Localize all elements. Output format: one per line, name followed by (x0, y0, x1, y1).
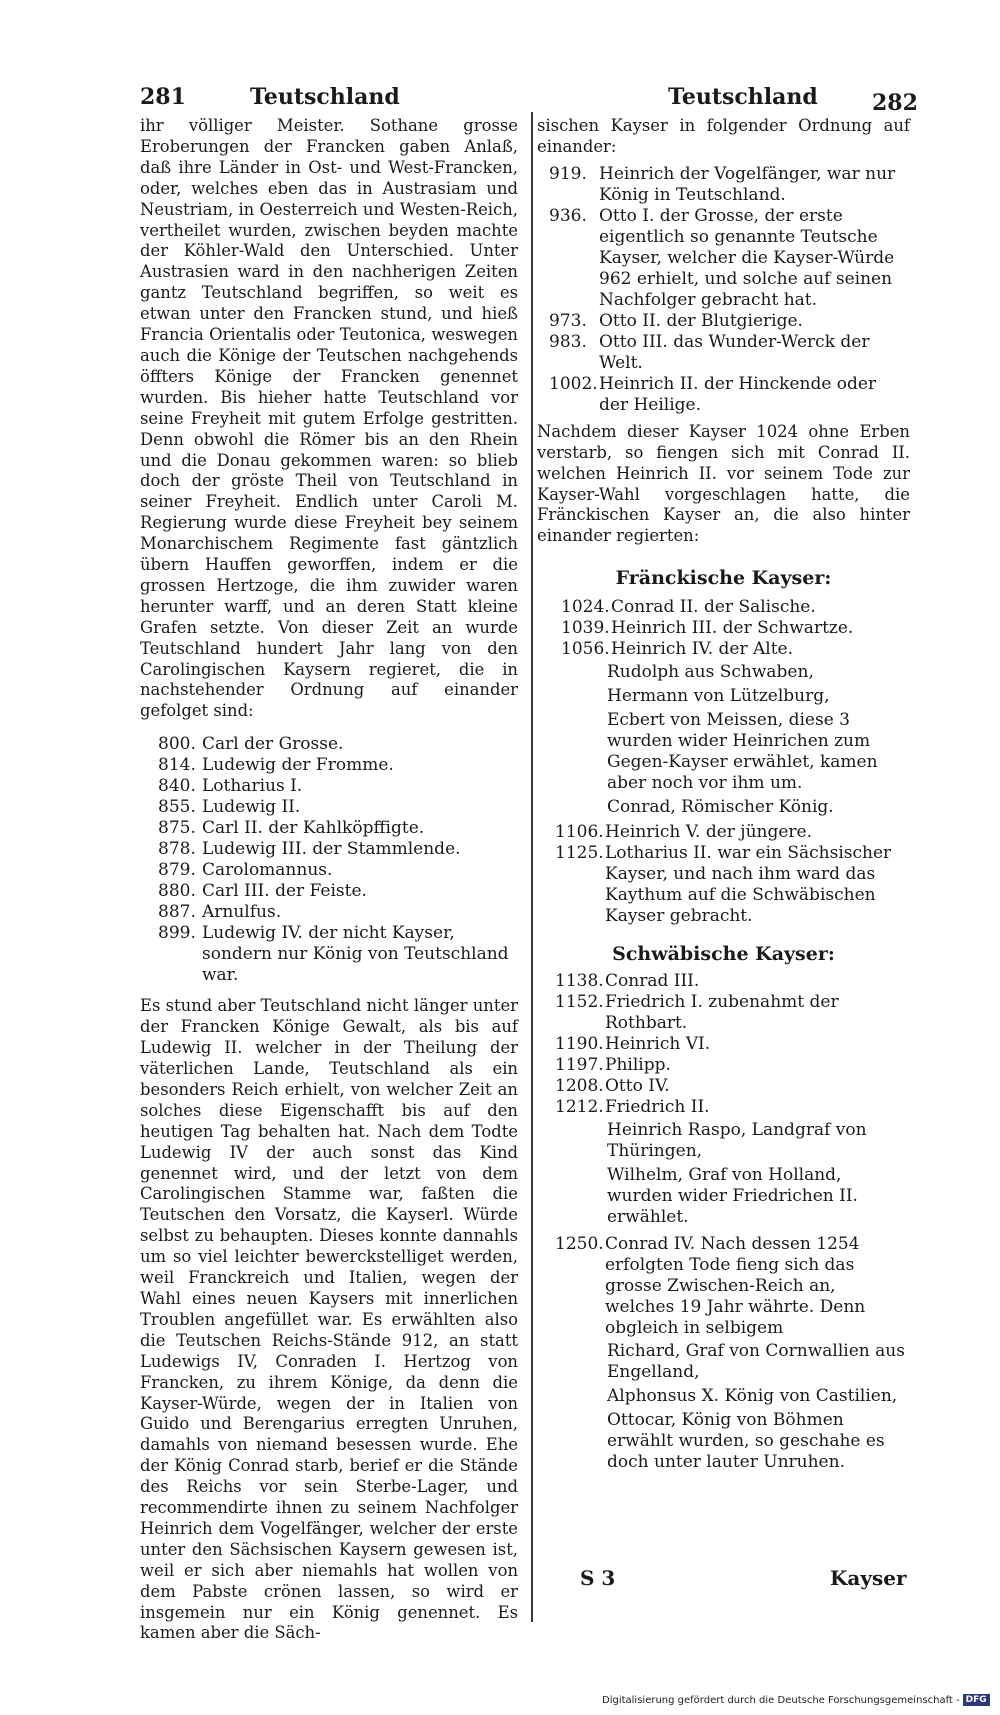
saxon-entry-year: 936. (549, 205, 587, 226)
franconian-entry-text: Lotharius II. war ein Sächsischer Kayser, und nach ihm ward das Kaythum auf die Schwäbischen Kayser gebracht. (605, 843, 892, 927)
king-entry-year: 840. (158, 776, 196, 797)
franconian-entry-year: 1024. (561, 597, 610, 618)
saxon-entry-text: Otto III. das Wunder-Werck der Welt. (599, 331, 870, 373)
swabian-entry-text: Friedrich I. zubenahmt der Rothbart. (605, 992, 839, 1034)
king-entry-text: Carl III. der Feiste. (202, 881, 367, 902)
king-entry (158, 776, 518, 797)
right-intro: sischen Kayser in folgender Ordnung auf einander: (537, 116, 910, 156)
right-column (537, 116, 910, 1476)
saxon-entry-year: 983. (549, 331, 587, 352)
catchword: Kayser (830, 1566, 907, 1590)
dfg-logo: DFG (963, 1694, 990, 1706)
king-entry-year: 800. (158, 734, 196, 755)
swabian-entry-text: Conrad III. (605, 971, 700, 992)
king-entry-year: 878. (158, 839, 196, 860)
king-entry-text: Lotharius I. (202, 776, 303, 797)
left-column (140, 116, 518, 1644)
saxon-entry-text: Heinrich der Vogelfänger, war nur König in Teutschland. (599, 163, 896, 205)
anti-king-entry: Conrad, Römischer König. (607, 797, 834, 818)
king-entry (158, 881, 518, 902)
king-entry-text: Ludewig II. (202, 797, 301, 818)
swabian-entry-year: 1190. (555, 1034, 604, 1055)
franconian-entry (561, 639, 910, 660)
king-entry (158, 839, 518, 860)
saxon-entry (549, 206, 910, 311)
swabian-kings-list-2 (555, 1234, 910, 1339)
swabian-entry-text: Otto IV. (605, 1076, 670, 1097)
interregnum-entry: Alphonsus X. König von Castilien, (607, 1386, 898, 1407)
king-entry-text: Ludewig III. der Stammlende. (202, 839, 461, 860)
swabian-entry-year: 1250. (555, 1234, 604, 1255)
king-entry (158, 923, 518, 986)
book-page-spread (140, 78, 918, 1658)
king-entry-text: Carolomannus. (202, 860, 333, 881)
dfg-credit-text: Digitalisierung gefördert durch die Deutsche Forschungsgemeinschaft - (602, 1695, 960, 1706)
king-entry (158, 755, 518, 776)
saxon-entry (549, 374, 910, 416)
swabian-entry (555, 1234, 910, 1339)
swabian-entry (555, 1055, 910, 1076)
left-paragraph-2: Es stund aber Teutschland nicht länger unter der Francken Könige Gewalt, als bis auf Ludewig II. welcher in der Theilung der väterlichen Lande, Teutschland als ein besonders Reich erhielt, von welcher Zeit an solches diese Eigenschafft bis auf den heutigen Tag behalten hat. Nach dem Todte Ludewig IV der auch sonst das Kind genennet wird, und der letzt von dem Carolingischen Stamme war, faßten die Teutschen den Vorsatz, die Kayserl. Würde selbst zu behaupten. Dieses konnte dannahls um so viel leichter bewerckstelliget werden, weil Franckreich und Italien, wegen der Wahl eines neuen Kaysers mit innerlichen Troublen angefüllet war. Es erwählten also die Teutschen Reichs-Stände 912, an statt Ludewigs IV, Conraden I. Hertzog von Francken, zu ihrem Könige, da denn die Kayser-Würde, wegen der in Italien von Guido und Berengarius erregten Unruhen, damahls von niemand besessen wurde. Ehe der König Conrad starb, berief er die Stände des Reichs vor sein Sterbe-Lager, und recommendirte ihnen zu seinem Nachfolger Heinrich dem Vogelfänger, welcher der erste unter den Sächsischen Kaysern gewesen ist, weil er sich aber niemahls hat wollen von dem Pabste crönen lassen, so wird er insgemein nur ein König genennet. Es kamen aber die Säch- (140, 996, 518, 1643)
franconian-entry-text: Conrad II. der Salische. (611, 597, 816, 618)
king-entry-year: 887. (158, 902, 196, 923)
king-entry-year: 814. (158, 755, 196, 776)
swabian-entry-text: Heinrich VI. (605, 1034, 711, 1055)
anti-king-entry: Wilhelm, Graf von Holland, wurden wider Friedrichen II. erwählet. (607, 1165, 858, 1228)
king-entry-text: Carl II. der Kahlköpffigte. (202, 818, 425, 839)
swabian-entry-text: Friedrich II. (605, 1097, 710, 1118)
king-entry (158, 818, 518, 839)
king-entry-year: 875. (158, 818, 196, 839)
page-number-left: 281 (140, 84, 186, 110)
saxon-entry-text: Otto I. der Grosse, der erste eigentlich so genannte Teutsche Kayser, welcher die Kayser-Würde 962 erhielt, und solche auf seinen Nachfolger gebracht hat. (599, 205, 895, 310)
left-paragraph-1: ihr völliger Meister. Sothane grosse Eroberungen der Francken gaben Anlaß, daß ihre Länder in Ost- und West-Francken, oder, welches eben das in Austrasiam und Neustriam, in Oesterreich und Westen-Reich, vertheilet wurden, zwischen beyden machte der Köhler-Wald den Unterschied. Unter Austrasien ward in den nachherigen Zeiten gantz Teutschland begriffen, so weit es etwan unter den Francken stund, und hieß Francia Orientalis oder Teutonica, weswegen auch die Könige der Teutschen nachgehends öffters Könige der Francken genennet wurden. Bis hieher hatte Teutschland vor seine Freyheit mit gutem Erfolge gestritten. Denn obwohl die Römer bis an den Rhein und die Donau gekommen waren: so blieb doch der gröste Theil von Teutschland in seiner Freyheit. Endlich unter Caroli M. Regierung wurde diese Freyheit bey seinem Monarchischem Regimente fast gäntzlich übern Hauffen geworffen, indem er die grossen Hertzoge, die ihm zuwider waren herunter warff, und an deren Statt kleine Grafen setzte. Von dieser Zeit an wurde Teutschland hundert Jahr lang von den Carolingischen Kaysern regieret, die in nachstehender Ordnung auf einander gefolget sind: (140, 116, 518, 721)
franconian-entry (555, 822, 910, 843)
swabian-entry-year: 1152. (555, 992, 604, 1013)
signature-mark: S 3 (580, 1566, 616, 1590)
king-entry (158, 797, 518, 818)
king-entry (158, 902, 518, 923)
saxon-entry-year: 919. (549, 163, 587, 184)
swabian-entry (555, 1034, 910, 1055)
king-entry-year: 880. (158, 881, 196, 902)
swabian-entry-year: 1138. (555, 971, 604, 992)
king-entry-text: Ludewig der Fromme. (202, 755, 394, 776)
franconian-entry (555, 843, 910, 927)
king-entry-text: Arnulfus. (202, 902, 282, 923)
franconian-heading: Fränckische Kayser: (615, 567, 832, 590)
running-title-left: Teutschland (250, 84, 400, 110)
carolingian-kings-list (158, 734, 518, 986)
column-divider (531, 112, 533, 1622)
swabian-entry (555, 1097, 910, 1118)
interregnum-kings (607, 1341, 910, 1473)
king-entry-year: 855. (158, 797, 196, 818)
franconian-entry-year: 1106. (555, 822, 604, 843)
franconian-kings-list (561, 597, 910, 660)
swabian-entry-text: Conrad IV. Nach dessen 1254 erfolgten Tode fieng sich das grosse Zwischen-Reich an, welches 19 Jahr währte. Denn obgleich in selbigem (605, 1234, 866, 1339)
interregnum-entry: Richard, Graf von Cornwallien aus Engelland, (607, 1341, 905, 1383)
king-entry-text: Ludewig IV. der nicht Kayser, sondern nur König von Teutschland war. (202, 923, 509, 986)
franconian-entry-text: Heinrich IV. der Alte. (611, 639, 794, 660)
saxon-entry-text: Otto II. der Blutgierige. (599, 310, 803, 331)
king-entry (158, 734, 518, 755)
right-paragraph-after-saxon: Nachdem dieser Kayser 1024 ohne Erben verstarb, so fiengen sich mit Conrad II. welchen Heinrich II. vor seinem Tode zur Kayser-Wahl vorgeschlagen hatte, die Fränckischen Kayser an, die also hinter einander regierten: (537, 421, 910, 546)
saxon-entry-year: 973. (549, 310, 587, 331)
anti-king-entry: Hermann von Lützelburg, (607, 686, 830, 707)
saxon-entry-text: Heinrich II. der Hinckende oder der Heilige. (599, 373, 877, 415)
franconian-entry (561, 618, 910, 639)
swabian-entry (555, 1076, 910, 1097)
saxon-entry (549, 311, 910, 332)
running-header (140, 78, 918, 116)
swabian-entry (555, 971, 910, 992)
franconian-entry (561, 597, 910, 618)
franconian-anti-kings (607, 662, 910, 818)
swabian-entry-year: 1208. (555, 1076, 604, 1097)
anti-king-entry: Rudolph aus Schwaben, (607, 662, 814, 683)
saxon-entry (549, 164, 910, 206)
franconian-entry-text: Heinrich III. der Schwartze. (611, 618, 854, 639)
interregnum-entry: Ottocar, König von Böhmen erwählt wurden, so geschahe es doch unter lauter Unruhen. (607, 1410, 885, 1473)
swabian-entry-text: Philipp. (605, 1055, 671, 1076)
anti-king-entry: Heinrich Raspo, Landgraf von Thüringen, (607, 1120, 867, 1162)
franconian-entry-text: Heinrich V. der jüngere. (605, 822, 812, 843)
franconian-entry-year: 1125. (555, 843, 604, 864)
saxon-entry-year: 1002. (549, 373, 598, 394)
saxon-entry (549, 332, 910, 374)
dfg-credit (602, 1694, 990, 1706)
franconian-entry-year: 1039. (561, 618, 610, 639)
king-entry-year: 899. (158, 923, 196, 944)
page-number-right: 282 (872, 90, 918, 116)
saxon-kings-list (549, 164, 910, 416)
swabian-entry-year: 1197. (555, 1055, 604, 1076)
king-entry (158, 860, 518, 881)
anti-king-entry: Ecbert von Meissen, diese 3 wurden wider Heinrichen zum Gegen-Kayser erwählet, kamen aber noch vor ihm um. (607, 710, 878, 794)
king-entry-year: 879. (158, 860, 196, 881)
swabian-entry-year: 1212. (555, 1097, 604, 1118)
king-entry-text: Carl der Grosse. (202, 734, 344, 755)
franconian-entry-year: 1056. (561, 639, 610, 660)
franconian-kings-list-2 (555, 822, 910, 927)
swabian-kings-list (555, 971, 910, 1118)
swabian-heading: Schwäbische Kayser: (612, 943, 835, 966)
swabian-entry (555, 992, 910, 1034)
swabian-anti-kings (607, 1120, 910, 1228)
running-title-right: Teutschland (668, 84, 818, 110)
